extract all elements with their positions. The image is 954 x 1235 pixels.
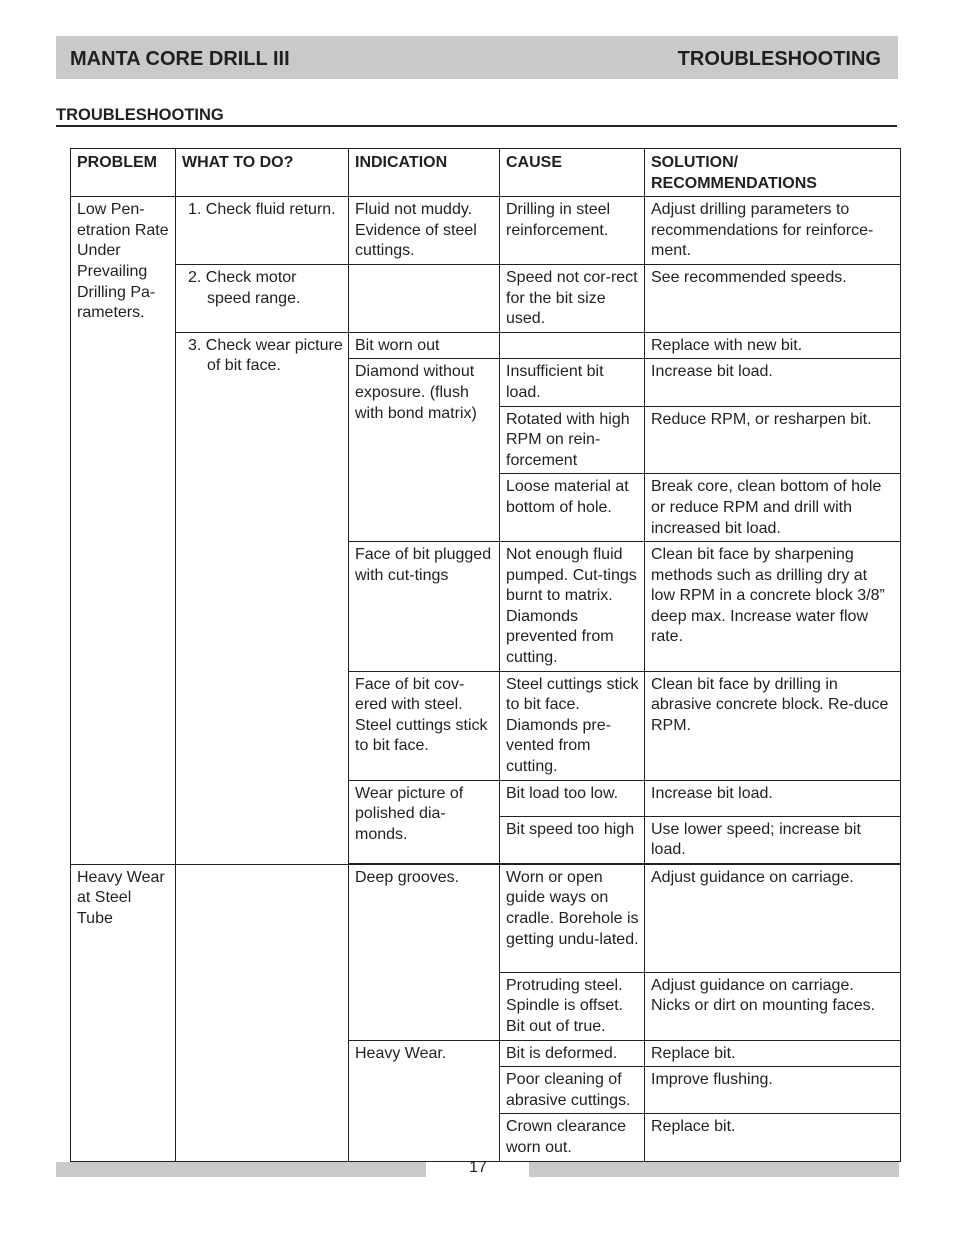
indication-cell: Wear picture of polished dia-monds. [349, 780, 500, 863]
table-header-row [71, 149, 901, 197]
cause-cell: Worn or open guide ways on cradle. Borehole is getting undu-lated. [500, 864, 645, 972]
cause-cell: Bit speed too high [500, 816, 645, 863]
cause-cell: Drilling in steel reinforcement. [500, 197, 645, 265]
what-to-do-cell [176, 264, 349, 332]
cause-cell: Protruding steel. Spindle is offset. Bit out of true. [500, 972, 645, 1040]
column-header-problem: PROBLEM [71, 149, 176, 197]
what-to-do-text: 2. Check motor speed range. [188, 268, 301, 307]
section-title: TROUBLESHOOTING [56, 106, 224, 124]
column-header-what-to-do: WHAT TO DO? [176, 149, 349, 197]
table-row [71, 264, 901, 332]
column-header-cause: CAUSE [500, 149, 645, 197]
solution-cell: Replace bit. [645, 1040, 901, 1067]
solution-cell: Improve flushing. [645, 1067, 901, 1114]
solution-cell: Adjust guidance on carriage. Nicks or dirt on mounting faces. [645, 972, 901, 1040]
solution-cell: Clean bit face by drilling in abrasive concrete block. Re-duce RPM. [645, 671, 901, 780]
what-to-do-cell [176, 197, 349, 265]
solution-cell: See recommended speeds. [645, 264, 901, 332]
column-header-indication: INDICATION [349, 149, 500, 197]
indication-cell: Bit worn out [349, 332, 500, 359]
cause-cell: Crown clearance worn out. [500, 1114, 645, 1161]
indication-cell: Fluid not muddy. Evidence of steel cuttings. [349, 197, 500, 265]
manual-title: MANTA CORE DRILL III [70, 48, 290, 70]
cause-cell: Speed not cor-rect for the bit size used. [500, 264, 645, 332]
footer-bar-right [529, 1162, 899, 1177]
table-row [71, 864, 901, 972]
cause-cell: Steel cuttings stick to bit face. Diamonds pre-vented from cutting. [500, 671, 645, 780]
column-header-solution: SOLUTION/ RECOMMENDATIONS [645, 149, 901, 197]
solution-cell: Replace with new bit. [645, 332, 901, 359]
what-to-do-cell [176, 864, 349, 1161]
indication-cell: Face of bit cov-ered with steel. Steel cuttings stick to bit face. [349, 671, 500, 780]
indication-cell: Deep grooves. [349, 864, 500, 1040]
indication-cell: Face of bit plugged with cut-tings [349, 542, 500, 672]
table-row [71, 332, 901, 359]
solution-cell: Reduce RPM, or resharpen bit. [645, 406, 901, 474]
header-bar [56, 36, 898, 79]
table-row [71, 197, 901, 265]
what-to-do-text: 3. Check wear picture of bit face. [188, 336, 343, 375]
solution-cell: Adjust drilling parameters to recommendations for reinforce-ment. [645, 197, 901, 265]
solution-cell: Use lower speed; increase bit load. [645, 816, 901, 863]
what-to-do-text: 1. Check fluid return. [188, 201, 336, 219]
solution-cell: Break core, clean bottom of hole or reduce RPM and drill with increased bit load. [645, 474, 901, 542]
problem-cell: Low Pen-etration Rate Under Prevailing Drilling Pa-rameters. [71, 197, 176, 865]
solution-cell: Adjust guidance on carriage. [645, 864, 901, 972]
cause-cell: Bit is deformed. [500, 1040, 645, 1067]
problem-cell: Heavy Wear at Steel Tube [71, 864, 176, 1161]
cause-cell [500, 332, 645, 359]
section-divider [56, 125, 897, 127]
footer-bar-left [56, 1162, 426, 1177]
solution-cell: Increase bit load. [645, 359, 901, 406]
what-to-do-cell [176, 332, 349, 864]
cause-cell: Loose material at bottom of hole. [500, 474, 645, 542]
cause-cell: Not enough fluid pumped. Cut-tings burnt to matrix. Diamonds prevented from cutting. [500, 542, 645, 672]
cause-cell: Poor cleaning of abrasive cuttings. [500, 1067, 645, 1114]
cause-cell: Bit load too low. [500, 780, 645, 816]
cause-cell: Rotated with high RPM on rein-forcement [500, 406, 645, 474]
cause-cell: Insufficient bit load. [500, 359, 645, 406]
troubleshooting-table [70, 148, 901, 1162]
indication-cell: Heavy Wear. [349, 1040, 500, 1161]
page-number: 17 [469, 1159, 487, 1176]
solution-cell: Replace bit. [645, 1114, 901, 1161]
solution-cell: Clean bit face by sharpening methods such as drilling dry at low RPM in a concrete block 3/8” deep max. Increase water flow rate. [645, 542, 901, 672]
chapter-title: TROUBLESHOOTING [677, 48, 881, 70]
indication-cell [349, 264, 500, 332]
indication-cell: Diamond without exposure. (flush with bond matrix) [349, 359, 500, 542]
solution-cell: Increase bit load. [645, 780, 901, 816]
